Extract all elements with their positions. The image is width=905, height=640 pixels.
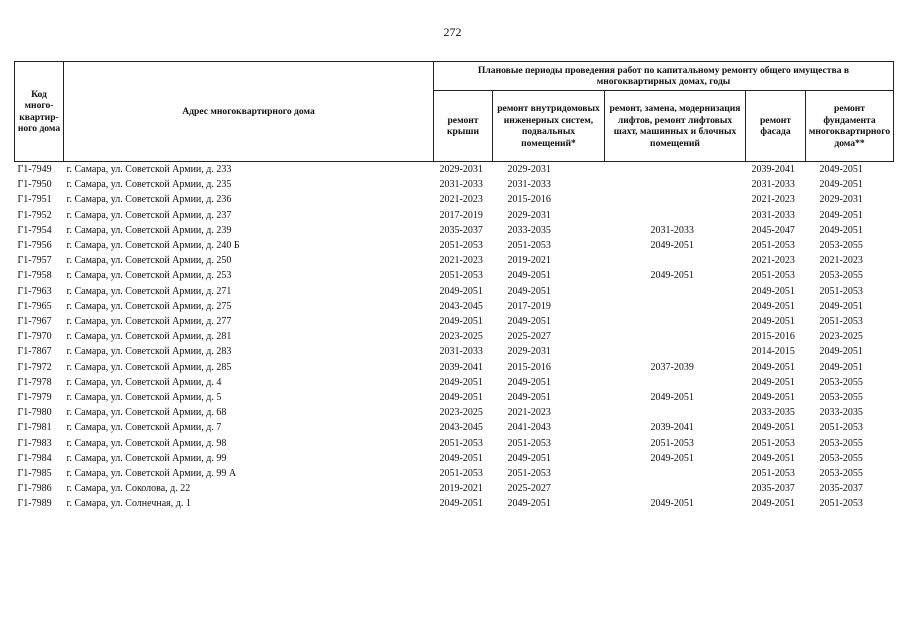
foundation-period: 2035-2037: [819, 483, 863, 495]
house-address: г. Самара, ул. Советской Армии, д. 250: [66, 255, 232, 267]
engineering-period: 2049-2051: [507, 452, 551, 464]
house-address: г. Самара, ул. Советской Армии, д. 237: [66, 209, 232, 221]
house-address: г. Самара, ул. Советской Армии, д. 99 А: [66, 468, 237, 480]
engineering-period: 2019-2021: [507, 255, 551, 267]
facade-period: 2014-2015: [751, 346, 795, 358]
lifts-period: 2049-2051: [650, 452, 694, 464]
header-foundation: ремонт фундамента многоквартирного дома**: [806, 91, 894, 162]
roof-period: 2049-2051: [439, 392, 483, 404]
house-address: г. Самара, ул. Советской Армии, д. 281: [66, 331, 232, 343]
facade-period: 2015-2016: [751, 331, 795, 343]
repair-schedule-table: [14, 61, 894, 512]
roof-period: 2021-2023: [439, 194, 483, 206]
facade-period: 2031-2033: [751, 209, 795, 221]
lifts-period: [605, 208, 746, 223]
roof-period: 2039-2041: [439, 361, 483, 373]
lifts-period: [605, 162, 746, 178]
roof-period: 2031-2033: [439, 179, 483, 191]
foundation-period: 2049-2051: [819, 209, 863, 221]
header-engineering: ремонт внутридомовых инженерных систем, подвальных помещений*: [493, 91, 605, 162]
roof-period: 2051-2053: [439, 270, 483, 282]
lifts-period: [605, 177, 746, 192]
house-code: Г1-7983: [17, 437, 52, 449]
lifts-period: [605, 329, 746, 344]
roof-period: 2043-2045: [439, 300, 483, 312]
foundation-period: 2029-2031: [819, 194, 863, 206]
foundation-period: 2023-2025: [819, 331, 863, 343]
lifts-period: 2031-2033: [650, 224, 694, 236]
engineering-period: 2049-2051: [507, 392, 551, 404]
house-code: Г1-7952: [17, 209, 52, 221]
house-address: г. Самара, ул. Советской Армии, д. 5: [66, 392, 222, 404]
house-address: г. Самара, ул. Советской Армии, д. 285: [66, 361, 232, 373]
table-row: [15, 329, 894, 344]
table-row: [15, 496, 894, 511]
header-address: Адрес многоквартирного дома: [64, 62, 434, 162]
facade-period: 2049-2051: [751, 376, 795, 388]
foundation-period: 2049-2051: [819, 224, 863, 236]
engineering-period: 2031-2033: [507, 179, 551, 191]
foundation-period: 2049-2051: [819, 300, 863, 312]
foundation-period: 2049-2051: [819, 164, 863, 175]
house-code: Г1-7978: [17, 376, 52, 388]
foundation-period: 2049-2051: [819, 361, 863, 373]
facade-period: 2049-2051: [751, 285, 795, 297]
house-address: г. Самара, ул. Советской Армии, д. 271: [66, 285, 232, 297]
house-address: г. Самара, ул. Советской Армии, д. 99: [66, 452, 227, 464]
facade-period: 2049-2051: [751, 452, 795, 464]
foundation-period: 2049-2051: [819, 346, 863, 358]
table-row: [15, 299, 894, 314]
house-code: Г1-7958: [17, 270, 52, 282]
house-address: г. Самара, ул. Советской Армии, д. 7: [66, 422, 222, 434]
foundation-period: 2021-2023: [819, 255, 863, 267]
engineering-period: 2015-2016: [507, 194, 551, 206]
roof-period: 2031-2033: [439, 346, 483, 358]
engineering-period: 2015-2016: [507, 361, 551, 373]
lifts-period: [605, 481, 746, 496]
house-code: Г1-7985: [17, 468, 52, 480]
table-row: [15, 390, 894, 405]
facade-period: 2049-2051: [751, 300, 795, 312]
roof-period: 2049-2051: [439, 316, 483, 328]
house-code: Г1-7979: [17, 392, 52, 404]
engineering-period: 2029-2031: [507, 346, 551, 358]
foundation-period: 2051-2053: [819, 498, 863, 510]
facade-period: 2021-2023: [751, 255, 795, 267]
engineering-period: 2025-2027: [507, 483, 551, 495]
facade-period: 2049-2051: [751, 422, 795, 434]
lifts-period: 2049-2051: [650, 240, 694, 252]
roof-period: 2049-2051: [439, 498, 483, 510]
roof-period: 2017-2019: [439, 209, 483, 221]
table-row: [15, 344, 894, 359]
foundation-period: 2051-2053: [819, 316, 863, 328]
table-row: [15, 223, 894, 238]
house-code: Г1-7989: [17, 498, 52, 510]
foundation-period: 2033-2035: [819, 407, 863, 419]
table-row: [15, 466, 894, 481]
table-row: [15, 405, 894, 420]
house-address: г. Самара, ул. Советской Армии, д. 233: [66, 164, 232, 175]
lifts-period: 2039-2041: [650, 422, 694, 434]
table-row: [15, 177, 894, 192]
table-row: [15, 314, 894, 329]
roof-period: 2019-2021: [439, 483, 483, 495]
house-address: г. Самара, ул. Советской Армии, д. 283: [66, 346, 232, 358]
house-code: Г1-7986: [17, 483, 52, 495]
lifts-period: [605, 314, 746, 329]
table-row: [15, 253, 894, 268]
engineering-period: 2029-2031: [507, 164, 551, 175]
engineering-period: 2051-2053: [507, 437, 551, 449]
engineering-period: 2051-2053: [507, 468, 551, 480]
facade-period: 2049-2051: [751, 316, 795, 328]
foundation-period: 2053-2055: [819, 452, 863, 464]
facade-period: 2045-2047: [751, 224, 795, 236]
house-code: Г1-7965: [17, 300, 52, 312]
house-code: Г1-7981: [17, 422, 52, 434]
lifts-period: [605, 192, 746, 207]
lifts-period: 2049-2051: [650, 392, 694, 404]
lifts-period: [605, 253, 746, 268]
engineering-period: 2041-2043: [507, 422, 551, 434]
facade-period: 2051-2053: [751, 270, 795, 282]
lifts-period: 2049-2051: [650, 498, 694, 510]
house-address: г. Самара, ул. Советской Армии, д. 240 Б: [66, 240, 240, 252]
table-row: [15, 192, 894, 207]
foundation-period: 2049-2051: [819, 179, 863, 191]
roof-period: 2051-2053: [439, 240, 483, 252]
roof-period: 2029-2031: [439, 164, 483, 175]
facade-period: 2049-2051: [751, 498, 795, 510]
house-address: г. Самара, ул. Советской Армии, д. 98: [66, 437, 227, 449]
roof-period: 2021-2023: [439, 255, 483, 267]
house-address: г. Самара, ул. Советской Армии, д. 253: [66, 270, 232, 282]
lifts-period: [605, 344, 746, 359]
header-group: Плановые периоды проведения работ по капитальному ремонту общего имущества в многоквартирных домах, годы: [434, 62, 894, 91]
foundation-period: 2051-2053: [819, 285, 863, 297]
house-code: Г1-7950: [17, 179, 52, 191]
house-address: г. Самара, ул. Соколова, д. 22: [66, 483, 191, 495]
facade-period: 2035-2037: [751, 483, 795, 495]
engineering-period: 2049-2051: [507, 376, 551, 388]
table-row: [15, 420, 894, 435]
header-lifts: ремонт, замена, модернизация лифтов, ремонт лифтовых шахт, машинных и блочных помещений: [605, 91, 746, 162]
table-row: [15, 284, 894, 299]
table-row: [15, 208, 894, 223]
house-code: Г1-7956: [17, 240, 52, 252]
house-code: Г1-7970: [17, 331, 52, 343]
table-row: [15, 451, 894, 466]
roof-period: 2051-2053: [439, 437, 483, 449]
table-row: [15, 360, 894, 375]
house-address: г. Самара, ул. Советской Армии, д. 236: [66, 194, 232, 206]
lifts-period: [605, 466, 746, 481]
facade-period: 2049-2051: [751, 392, 795, 404]
foundation-period: 2053-2055: [819, 437, 863, 449]
house-address: г. Самара, ул. Советской Армии, д. 68: [66, 407, 227, 419]
roof-period: 2023-2025: [439, 407, 483, 419]
house-code: Г1-7980: [17, 407, 52, 419]
house-code: Г1-7954: [17, 224, 52, 236]
house-address: г. Самара, ул. Советской Армии, д. 239: [66, 224, 232, 236]
house-code: Г1-7984: [17, 452, 52, 464]
foundation-period: 2053-2055: [819, 270, 863, 282]
lifts-period: [605, 299, 746, 314]
facade-period: 2033-2035: [751, 407, 795, 419]
facade-period: 2051-2053: [751, 468, 795, 480]
header-code: Код много-квартир-ного дома: [15, 62, 64, 162]
table-row: [15, 481, 894, 496]
engineering-period: 2033-2035: [507, 224, 551, 236]
foundation-period: 2051-2053: [819, 422, 863, 434]
table-row: [15, 238, 894, 253]
roof-period: 2049-2051: [439, 452, 483, 464]
table-row: [15, 436, 894, 451]
house-code: Г1-7867: [17, 346, 52, 358]
house-address: г. Самара, ул. Советской Армии, д. 275: [66, 300, 232, 312]
engineering-period: 2049-2051: [507, 316, 551, 328]
house-code: Г1-7972: [17, 361, 52, 373]
roof-period: 2023-2025: [439, 331, 483, 343]
roof-period: 2051-2053: [439, 468, 483, 480]
house-address: г. Самара, ул. Солнечная, д. 1: [66, 498, 191, 510]
table-row: [15, 162, 894, 178]
table-body: [15, 162, 894, 512]
facade-period: 2031-2033: [751, 179, 795, 191]
engineering-period: 2021-2023: [507, 407, 551, 419]
foundation-period: 2053-2055: [819, 376, 863, 388]
house-address: г. Самара, ул. Советской Армии, д. 277: [66, 316, 232, 328]
facade-period: 2021-2023: [751, 194, 795, 206]
engineering-period: 2051-2053: [507, 240, 551, 252]
house-address: г. Самара, ул. Советской Армии, д. 235: [66, 179, 232, 191]
facade-period: 2051-2053: [751, 240, 795, 252]
house-code: Г1-7967: [17, 316, 52, 328]
lifts-period: 2037-2039: [650, 361, 694, 373]
house-code: Г1-7949: [17, 164, 52, 175]
foundation-period: 2053-2055: [819, 468, 863, 480]
lifts-period: 2051-2053: [650, 437, 694, 449]
lifts-period: [605, 284, 746, 299]
engineering-period: 2049-2051: [507, 270, 551, 282]
engineering-period: 2025-2027: [507, 331, 551, 343]
lifts-period: [605, 375, 746, 390]
header-facade: ремонт фасада: [746, 91, 806, 162]
header-roof: ремонт крыши: [434, 91, 493, 162]
roof-period: 2035-2037: [439, 224, 483, 236]
roof-period: 2049-2051: [439, 376, 483, 388]
engineering-period: 2017-2019: [507, 300, 551, 312]
house-code: Г1-7957: [17, 255, 52, 267]
roof-period: 2049-2051: [439, 285, 483, 297]
roof-period: 2043-2045: [439, 422, 483, 434]
lifts-period: [605, 405, 746, 420]
house-address: г. Самара, ул. Советской Армии, д. 4: [66, 376, 222, 388]
engineering-period: 2029-2031: [507, 209, 551, 221]
engineering-period: 2049-2051: [507, 498, 551, 510]
engineering-period: 2049-2051: [507, 285, 551, 297]
foundation-period: 2053-2055: [819, 392, 863, 404]
facade-period: 2039-2041: [751, 164, 795, 175]
lifts-period: 2049-2051: [650, 270, 694, 282]
house-code: Г1-7963: [17, 285, 52, 297]
foundation-period: 2053-2055: [819, 240, 863, 252]
table-row: [15, 268, 894, 283]
facade-period: 2049-2051: [751, 361, 795, 373]
facade-period: 2051-2053: [751, 437, 795, 449]
page-number: 272: [443, 25, 462, 39]
house-code: Г1-7951: [17, 194, 52, 206]
table-row: [15, 375, 894, 390]
